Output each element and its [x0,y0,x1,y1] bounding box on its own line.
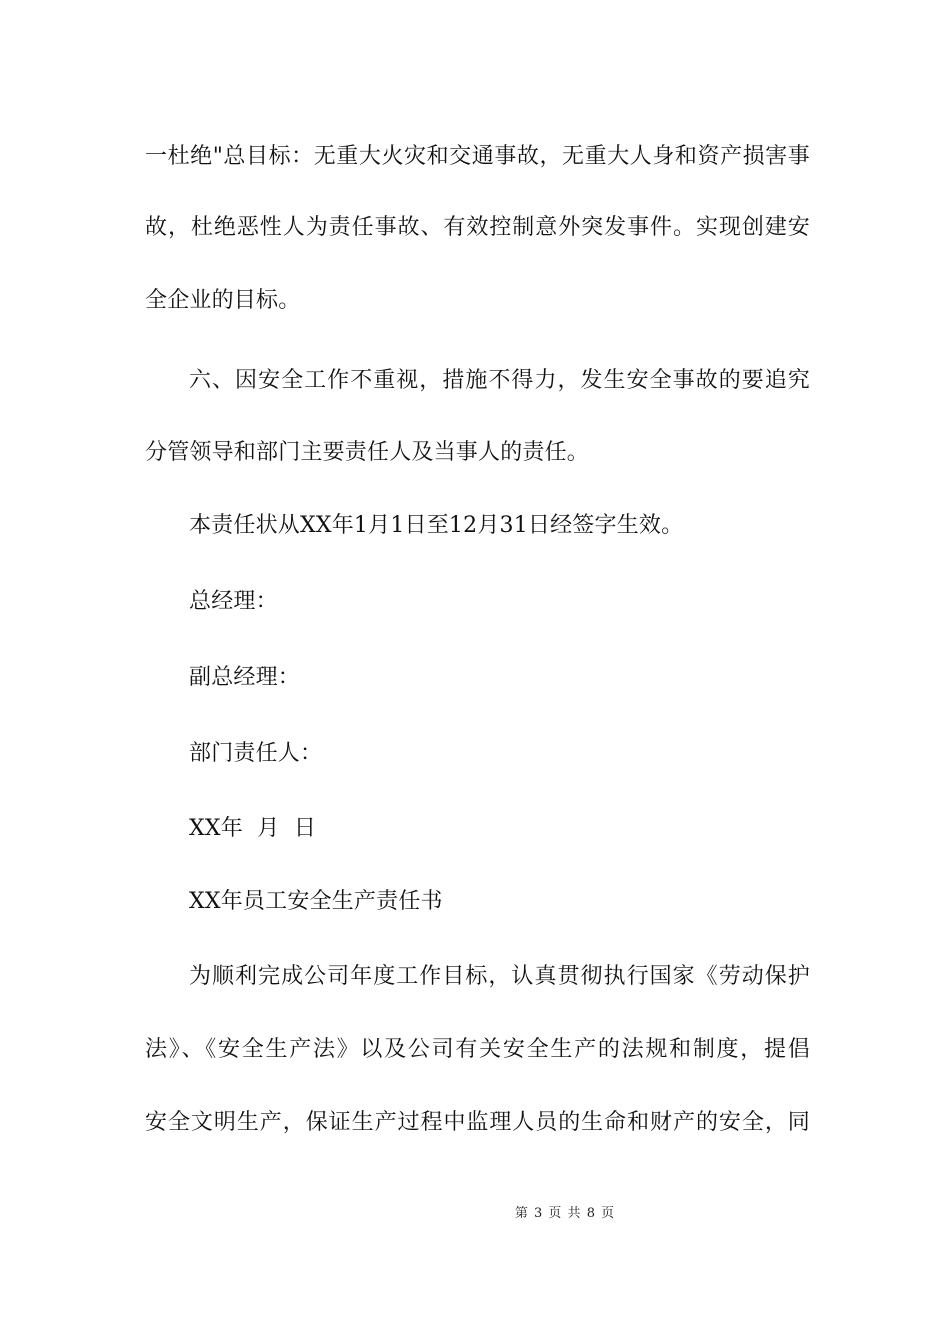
page-number-footer: 第 3 页 共 8 页 [514,1206,616,1221]
section-heading: XX年员工安全生产责任书 [189,889,443,914]
paragraph-line-5: 分管领导和部门主要责任人及当事人的责任。 [145,440,590,465]
paragraph-line-4: 六、因安全工作不重视，措施不得力，发生安全事故的要追究 [189,368,810,393]
signature-deputy-general-manager: 副总经理： [189,665,301,690]
paragraph-line-13: 法》、《安全生产法》以及公司有关安全生产的法规和制度，提倡 [145,1037,810,1062]
paragraph-line-2: 故，杜绝恶性人为责任事故、有效控制意外突发事件。实现创建安 [145,215,810,240]
paragraph-line-12: 为顺利完成公司年度工作目标，认真贯彻执行国家《劳动保护 [189,964,810,989]
date-line: XX年 月 日 [189,816,317,841]
paragraph-line-3: 全企业的目标。 [145,288,301,313]
signature-department-head: 部门责任人： [189,741,323,766]
validity-statement: 本责任状从XX年1月1日至12月31日经签字生效。 [189,513,684,538]
paragraph-line-14: 安全文明生产，保证生产过程中监理人员的生命和财产的安全，同 [145,1110,810,1135]
paragraph-line-1: 一杜绝"总目标：无重大火灾和交通事故，无重大人身和资产损害事 [145,144,810,169]
signature-general-manager: 总经理： [189,589,278,614]
